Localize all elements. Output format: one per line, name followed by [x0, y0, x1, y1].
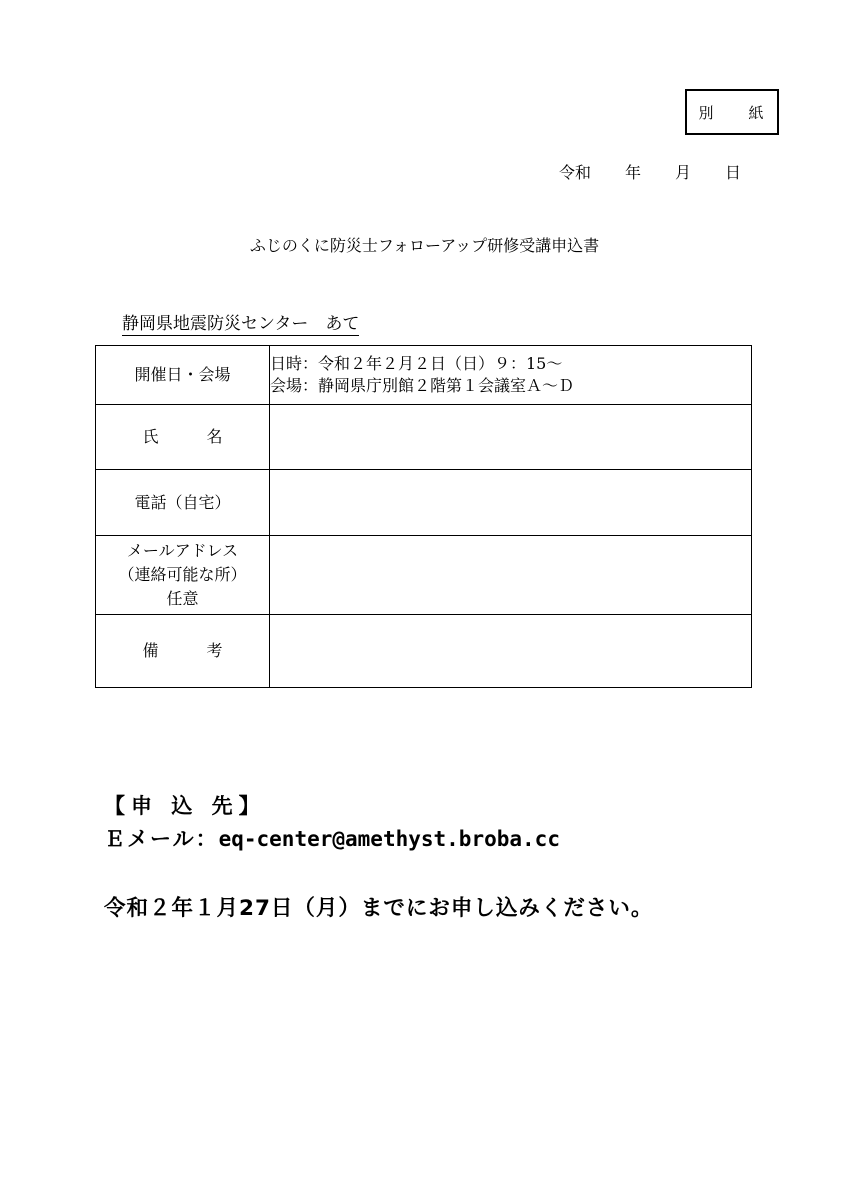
- date-month: 月: [674, 163, 691, 182]
- date-year: 年: [624, 163, 641, 182]
- label-phone: 電話（自宅）: [96, 470, 270, 536]
- label-email: [96, 536, 270, 615]
- event-venue: 会場：静岡県庁別館２階第１会議室Ａ～Ｄ: [270, 376, 575, 395]
- label-remarks: 備 考: [96, 615, 270, 688]
- form-row-remarks: [96, 615, 752, 688]
- contact-email-link[interactable]: eq-center@amethyst.broba.cc: [218, 827, 560, 851]
- deadline-notice: 令和２年１月27日（月）までにお申し込みください。: [104, 896, 654, 921]
- form-row-name: [96, 405, 752, 470]
- form-row-email: [96, 536, 752, 615]
- contact-email-label: Ｅメール：: [104, 827, 219, 851]
- label-email-line-1: メールアドレス: [126, 541, 239, 560]
- attachment-label: 別 紙: [698, 103, 774, 122]
- contact-heading: 【申 込 先】: [104, 794, 266, 818]
- phone-field[interactable]: [270, 470, 752, 536]
- date-line: [559, 160, 741, 183]
- application-form-table: [95, 345, 752, 688]
- label-email-line-2: （連絡可能な所）: [118, 565, 247, 584]
- contact-section: [104, 790, 560, 856]
- value-date-venue: [270, 346, 752, 405]
- remarks-field[interactable]: [270, 615, 752, 688]
- date-era: 令和: [558, 163, 591, 182]
- name-field[interactable]: [270, 405, 752, 470]
- contact-email-row: [104, 823, 560, 856]
- form-row-date-venue: [96, 346, 752, 405]
- document-title: ふじのくに防災士フォローアップ研修受講申込書: [249, 236, 600, 255]
- label-email-line-3: 任意: [166, 589, 199, 608]
- date-day: 日: [724, 163, 741, 182]
- event-datetime: 日時：令和２年２月２日（日）９：15～: [270, 354, 563, 373]
- label-name: 氏 名: [96, 405, 270, 470]
- attachment-label-box: [685, 89, 779, 135]
- email-field[interactable]: [270, 536, 752, 615]
- label-date-venue: 開催日・会場: [96, 346, 270, 405]
- form-row-phone: [96, 470, 752, 536]
- addressee: 静岡県地震防災センター あて: [122, 309, 359, 336]
